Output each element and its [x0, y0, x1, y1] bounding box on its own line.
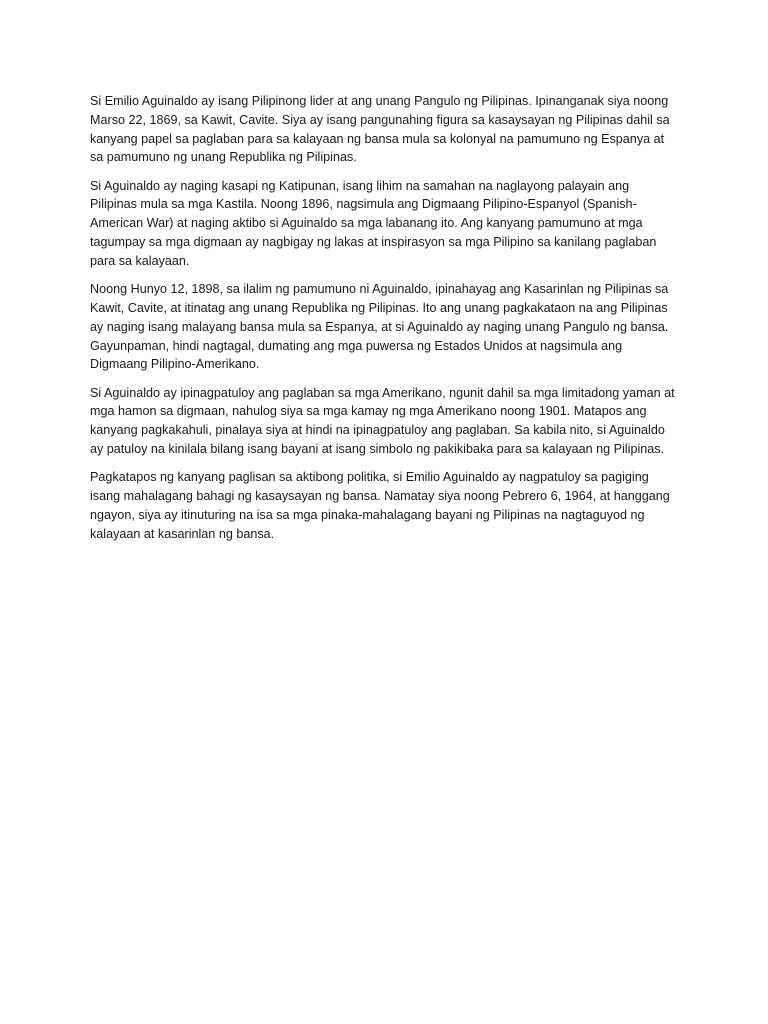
document-body	[90, 92, 676, 553]
paragraph-3: Noong Hunyo 12, 1898, sa ilalim ng pamumuno ni Aguinaldo, ipinahayag ang Kasarinlan ng Pilipinas sa Kawit, Cavite, at itinatag ang unang Republika ng Pilipinas. Ito ang unang pagkakataon na ang Pilipinas ay naging isang malayang bansa mula sa Espanya, at si Aguinaldo ay naging unang Pangulo ng bansa. Gayunpaman, hindi nagtagal, dumating ang mga puwersa ng Estados Unidos at nagsimula ang Digmaang Pilipino-Amerikano.	[90, 282, 669, 372]
paragraph-2: Si Aguinaldo ay naging kasapi ng Katipunan, isang lihim na samahan na naglayong palayain ang Pilipinas mula sa mga Kastila. Noong 1896, nagsimula ang Digmaang Pilipino-Espanyol (Spanish-American War) at naging aktibo si Aguinaldo sa mga labanang ito. Ang kanyang pamumuno at mga tagumpay sa mga digmaan ay nagbigay ng lakas at inspirasyon sa mga Pilipino sa kanilang paglaban para sa kalayaan.	[90, 178, 657, 268]
paragraph-1: Si Emilio Aguinaldo ay isang Pilipinong lider at ang unang Pangulo ng Pilipinas. Ipinanganak siya noong Marso 22, 1869, sa Kawit, Cavite. Siya ay isang pangunahing figura sa kasaysayan ng Pilipinas dahil sa kanyang papel sa paglaban para sa kalayaan ng bansa mula sa kolonyal na pamumuno ng Espanya at sa pamumuno ng unang Republika ng Pilipinas.	[90, 94, 670, 165]
paragraph-5: Pagkatapos ng kanyang paglisan sa aktibong politika, si Emilio Aguinaldo ay nagpatuloy sa pagiging isang mahalagang bahagi ng kasaysayan ng bansa. Namatay siya noong Pebrero 6, 1964, at hanggang ngayon, siya ay itinuturing na isa sa mga pinaka-mahalagang bayani ng Pilipinas na nagtaguyod ng kalayaan at kasarinlan ng bansa.	[90, 470, 670, 541]
paragraph-4: Si Aguinaldo ay ipinagpatuloy ang paglaban sa mga Amerikano, ngunit dahil sa mga limitadong yaman at mga hamon sa digmaan, nahulog siya sa mga kamay ng mga Amerikano noong 1901. Matapos ang kanyang pagkakahuli, pinalaya siya at hindi na ipinagpatuloy ang paglaban. Sa kabila nito, si Aguinaldo ay patuloy na kinilala bilang isang bayani at isang simbolo ng pakikibaka para sa kalayaan ng Pilipinas.	[90, 385, 675, 457]
